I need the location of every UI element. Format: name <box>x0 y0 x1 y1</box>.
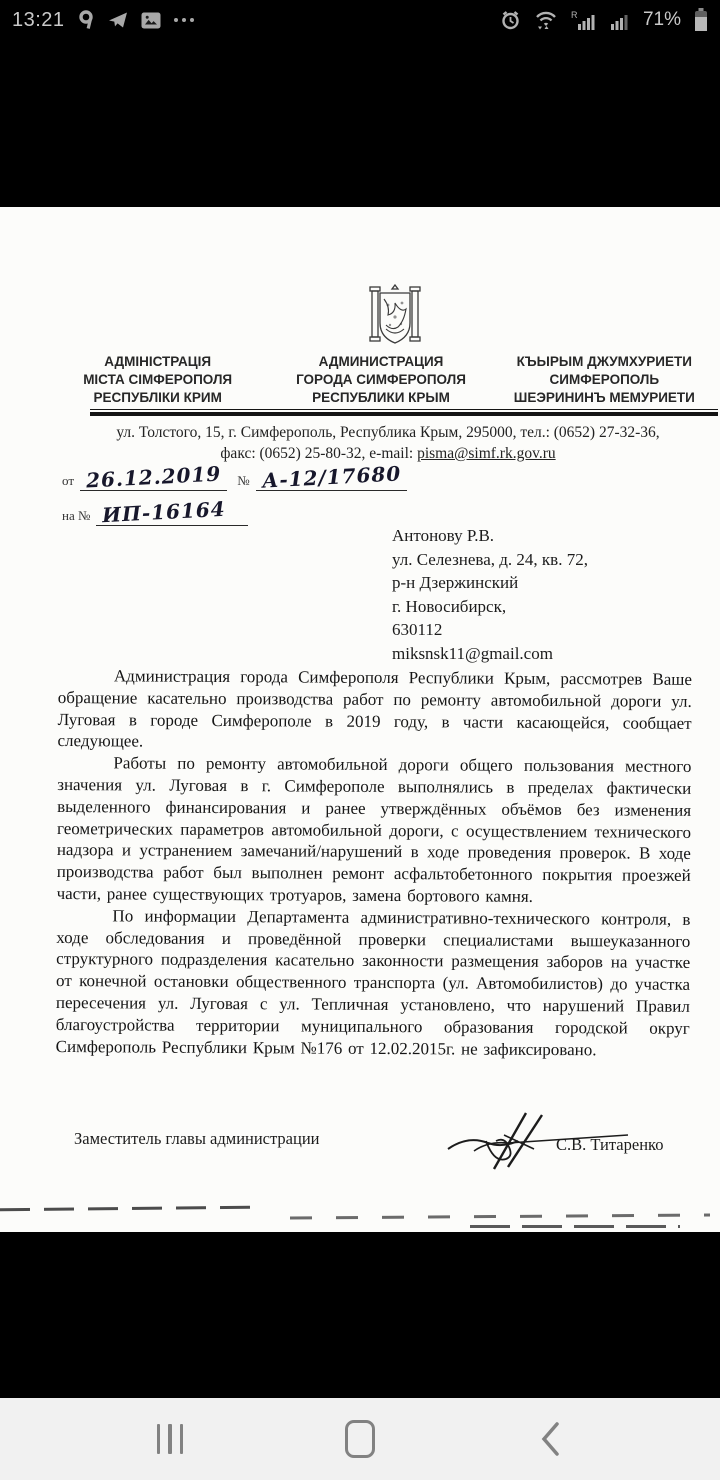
recipient-district: р-н Дзержинский <box>392 573 519 592</box>
letterhead-contacts <box>60 422 716 464</box>
overflow-dots-icon <box>174 18 194 22</box>
letterhead-org-names <box>46 353 716 408</box>
signal-roaming-icon <box>571 10 597 31</box>
navigation-bar <box>0 1398 720 1480</box>
home-button[interactable] <box>330 1409 390 1469</box>
recipient-city: г. Новосибирск, <box>392 596 507 616</box>
back-button[interactable] <box>520 1409 580 1469</box>
status-left <box>12 9 194 32</box>
recipient-email: miksnsk11@gmail.com <box>392 643 553 663</box>
paragraph-2: Работы по ремонту автомобильной дороги общего пользования местного значения ул. Луговая в г. Симферополе выполнялись в пределах фактически выделенного финансирования и ранее утверждённых объёмов без изменения геометрических параметров автомобильной дороги, с осуществлением технического надзора и устранением замечаний/нарушений в ходе проведения проверок. В ходе производства работ был выполнен ремонт асфальтобетонного покрытия проезжей части, ранее существующих тротуаров, замена бортового камня. <box>56 753 692 906</box>
org-name-ukrainian: АДМІНІСТРАЦІЯ МІСТА СІМФЕРОПОЛЯ РЕСПУБЛІКИ КРИМ <box>83 354 233 406</box>
scan-fold-mark <box>290 1214 710 1219</box>
outgoing-reference: от 26.12.2019 № А-12/17680 <box>62 465 417 491</box>
status-right <box>500 8 708 32</box>
svg-text:R: R <box>570 9 578 20</box>
paragraph-1: Администрация города Симферополя Республики Крым, рассмотрев Ваше обращение касательно производства работ по ремонту автомобильной дороги ул. Луговая в городе Симферополе в 2019 году, в части касающейся, сообщает следующее. <box>57 666 692 751</box>
email-address: pisma@simf.rk.gov.ru <box>417 445 556 462</box>
home-icon <box>345 1420 375 1458</box>
paragraph-3: По информации Департамента административно-технического контроля, в ходе обследования и проведённой проверки специалистами вышеуказанного структурного подразделения касательно законности размещения заборов на участке от конечной остановки общественного транспорта (ул. Автомобилистов) до участка пересечения ул. Луговая с ул. Тепличная установлено, что нарушений Правил благоустройства территории муниципального образования городской округ Симферополь Республики Крым №176 от 12.02.2015г. не зафиксировано. <box>55 906 691 1059</box>
reference-block <box>62 461 417 535</box>
recipient-street: ул. Селезнева, д. 24, кв. 72, <box>392 549 588 569</box>
signatory-title: Заместитель главы администрации <box>74 1129 320 1148</box>
incoming-reference: на № ИП-16164 <box>62 500 417 526</box>
contact-line-2: факс: (0652) 25-80-32, e-mail: pisma@simf.rk.gov.ru <box>220 445 556 462</box>
org-name-russian: АДМИНИСТРАЦИЯ ГОРОДА СИМФЕРОПОЛЯ РЕСПУБЛИКИ КРЫМ <box>296 354 466 406</box>
alarm-clock-icon <box>500 10 521 30</box>
contact-line-1: ул. Толстого, 15, г. Симферополь, Республика Крым, 295000, тел.: (0652) 27-32-36, <box>116 424 660 441</box>
battery-percent: 71% <box>642 9 681 30</box>
handwritten-incoming-number: ИП-16164 <box>101 496 227 528</box>
status-bar <box>0 0 720 40</box>
clock-time: 13:21 <box>12 8 65 31</box>
location-pin-icon <box>78 10 95 30</box>
gallery-icon <box>141 12 161 29</box>
wifi-icon <box>534 10 558 30</box>
recipient-block <box>392 524 588 665</box>
recents-button[interactable] <box>140 1409 200 1469</box>
scan-fold-mark <box>0 1206 250 1212</box>
scan-fold-mark <box>470 1225 680 1228</box>
letterhead-divider <box>90 409 718 416</box>
handwritten-date: 26.12.2019 <box>85 461 222 493</box>
document-image[interactable] <box>0 207 720 1232</box>
coat-of-arms-icon <box>366 283 424 356</box>
letter-body <box>56 665 692 1061</box>
signatory-name: С.В. Титаренко <box>556 1135 664 1154</box>
org-name-crimean-tatar: КЪЫРЫМ ДЖУМХУРИЕТИ СИМФЕРОПОЛЬ ШЕЭРИНИНЪ МЕМУРИЕТИ <box>513 354 695 406</box>
recipient-postcode: 630112 <box>392 620 443 639</box>
recents-icon <box>157 1424 184 1454</box>
recipient-name: Антонову Р.В. <box>392 526 495 545</box>
back-icon <box>539 1421 561 1457</box>
signal-icon <box>610 10 630 31</box>
battery-icon <box>694 8 708 32</box>
handwritten-number: А-12/17680 <box>261 461 402 493</box>
telegram-icon <box>108 11 128 29</box>
